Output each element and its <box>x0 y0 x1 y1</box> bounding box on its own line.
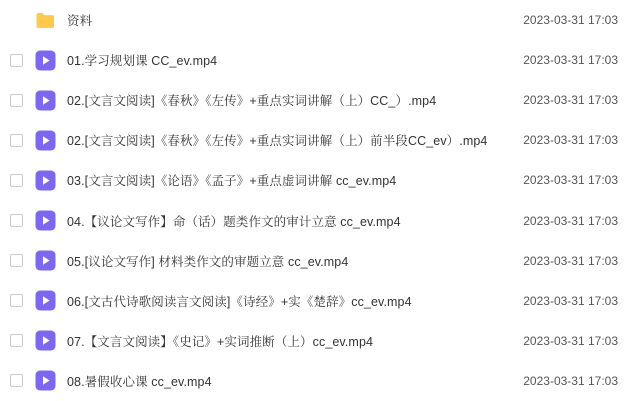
row-checkbox[interactable] <box>10 254 23 267</box>
video-file-icon <box>35 290 56 311</box>
video-file-icon <box>35 370 56 391</box>
file-date: 2023-03-31 17:03 <box>523 53 618 68</box>
file-date: 2023-03-31 17:03 <box>523 93 618 108</box>
row-checkbox[interactable] <box>10 214 23 227</box>
list-item[interactable] <box>0 281 632 321</box>
video-file-icon <box>35 170 56 191</box>
list-item[interactable] <box>0 160 632 200</box>
file-date: 2023-03-31 17:03 <box>523 13 618 28</box>
file-date: 2023-03-31 17:03 <box>523 253 618 268</box>
row-checkbox[interactable] <box>10 134 23 147</box>
list-item[interactable] <box>0 241 632 281</box>
file-name: 04.【议论文写作】命（话）题类作文的审计立意 cc_ev.mp4 <box>67 214 401 229</box>
video-file-icon <box>35 50 56 71</box>
row-checkbox[interactable] <box>10 374 23 387</box>
file-name: 03.[文言文阅读]《论语》《孟子》+重点虚词讲解 cc_ev.mp4 <box>67 174 397 189</box>
list-item[interactable] <box>0 321 632 361</box>
file-name: 02.[文言文阅读]《春秋》《左传》+重点实词讲解（上）前半段CC_ev）.mp4 <box>67 134 488 149</box>
row-checkbox[interactable] <box>10 294 23 307</box>
file-date: 2023-03-31 17:03 <box>523 213 618 228</box>
list-item[interactable] <box>0 80 632 120</box>
row-checkbox[interactable] <box>10 174 23 187</box>
file-date: 2023-03-31 17:03 <box>523 133 618 148</box>
list-item[interactable] <box>0 120 632 160</box>
list-item[interactable] <box>0 40 632 80</box>
row-checkbox[interactable] <box>10 334 23 347</box>
folder-icon <box>35 10 56 31</box>
file-date: 2023-03-31 17:03 <box>523 173 618 188</box>
file-name: 资料 <box>67 14 93 29</box>
video-file-icon <box>35 210 56 231</box>
file-date: 2023-03-31 17:03 <box>523 333 618 348</box>
file-name: 08.暑假收心课 cc_ev.mp4 <box>67 374 212 389</box>
list-item[interactable] <box>0 361 632 401</box>
list-item[interactable] <box>0 200 632 240</box>
file-name: 06.[文古代诗歌阅读言文阅读]《诗经》+实《楚辞》cc_ev.mp4 <box>67 294 412 309</box>
list-item[interactable] <box>0 0 632 40</box>
row-checkbox[interactable] <box>10 94 23 107</box>
video-file-icon <box>35 330 56 351</box>
video-file-icon <box>35 90 56 111</box>
file-date: 2023-03-31 17:03 <box>523 373 618 388</box>
row-checkbox[interactable] <box>10 54 23 67</box>
file-name: 07.【文言文阅读】《史记》+实词推断（上）cc_ev.mp4 <box>67 334 374 349</box>
file-name: 05.[议论文写作] 材料类作文的审题立意 cc_ev.mp4 <box>67 254 349 269</box>
video-file-icon <box>35 130 56 151</box>
video-file-icon <box>35 250 56 271</box>
file-name: 02.[文言文阅读]《春秋》《左传》+重点实词讲解（上）CC_）.mp4 <box>67 94 437 109</box>
file-date: 2023-03-31 17:03 <box>523 293 618 308</box>
file-name: 01.学习规划课 CC_ev.mp4 <box>67 54 218 69</box>
